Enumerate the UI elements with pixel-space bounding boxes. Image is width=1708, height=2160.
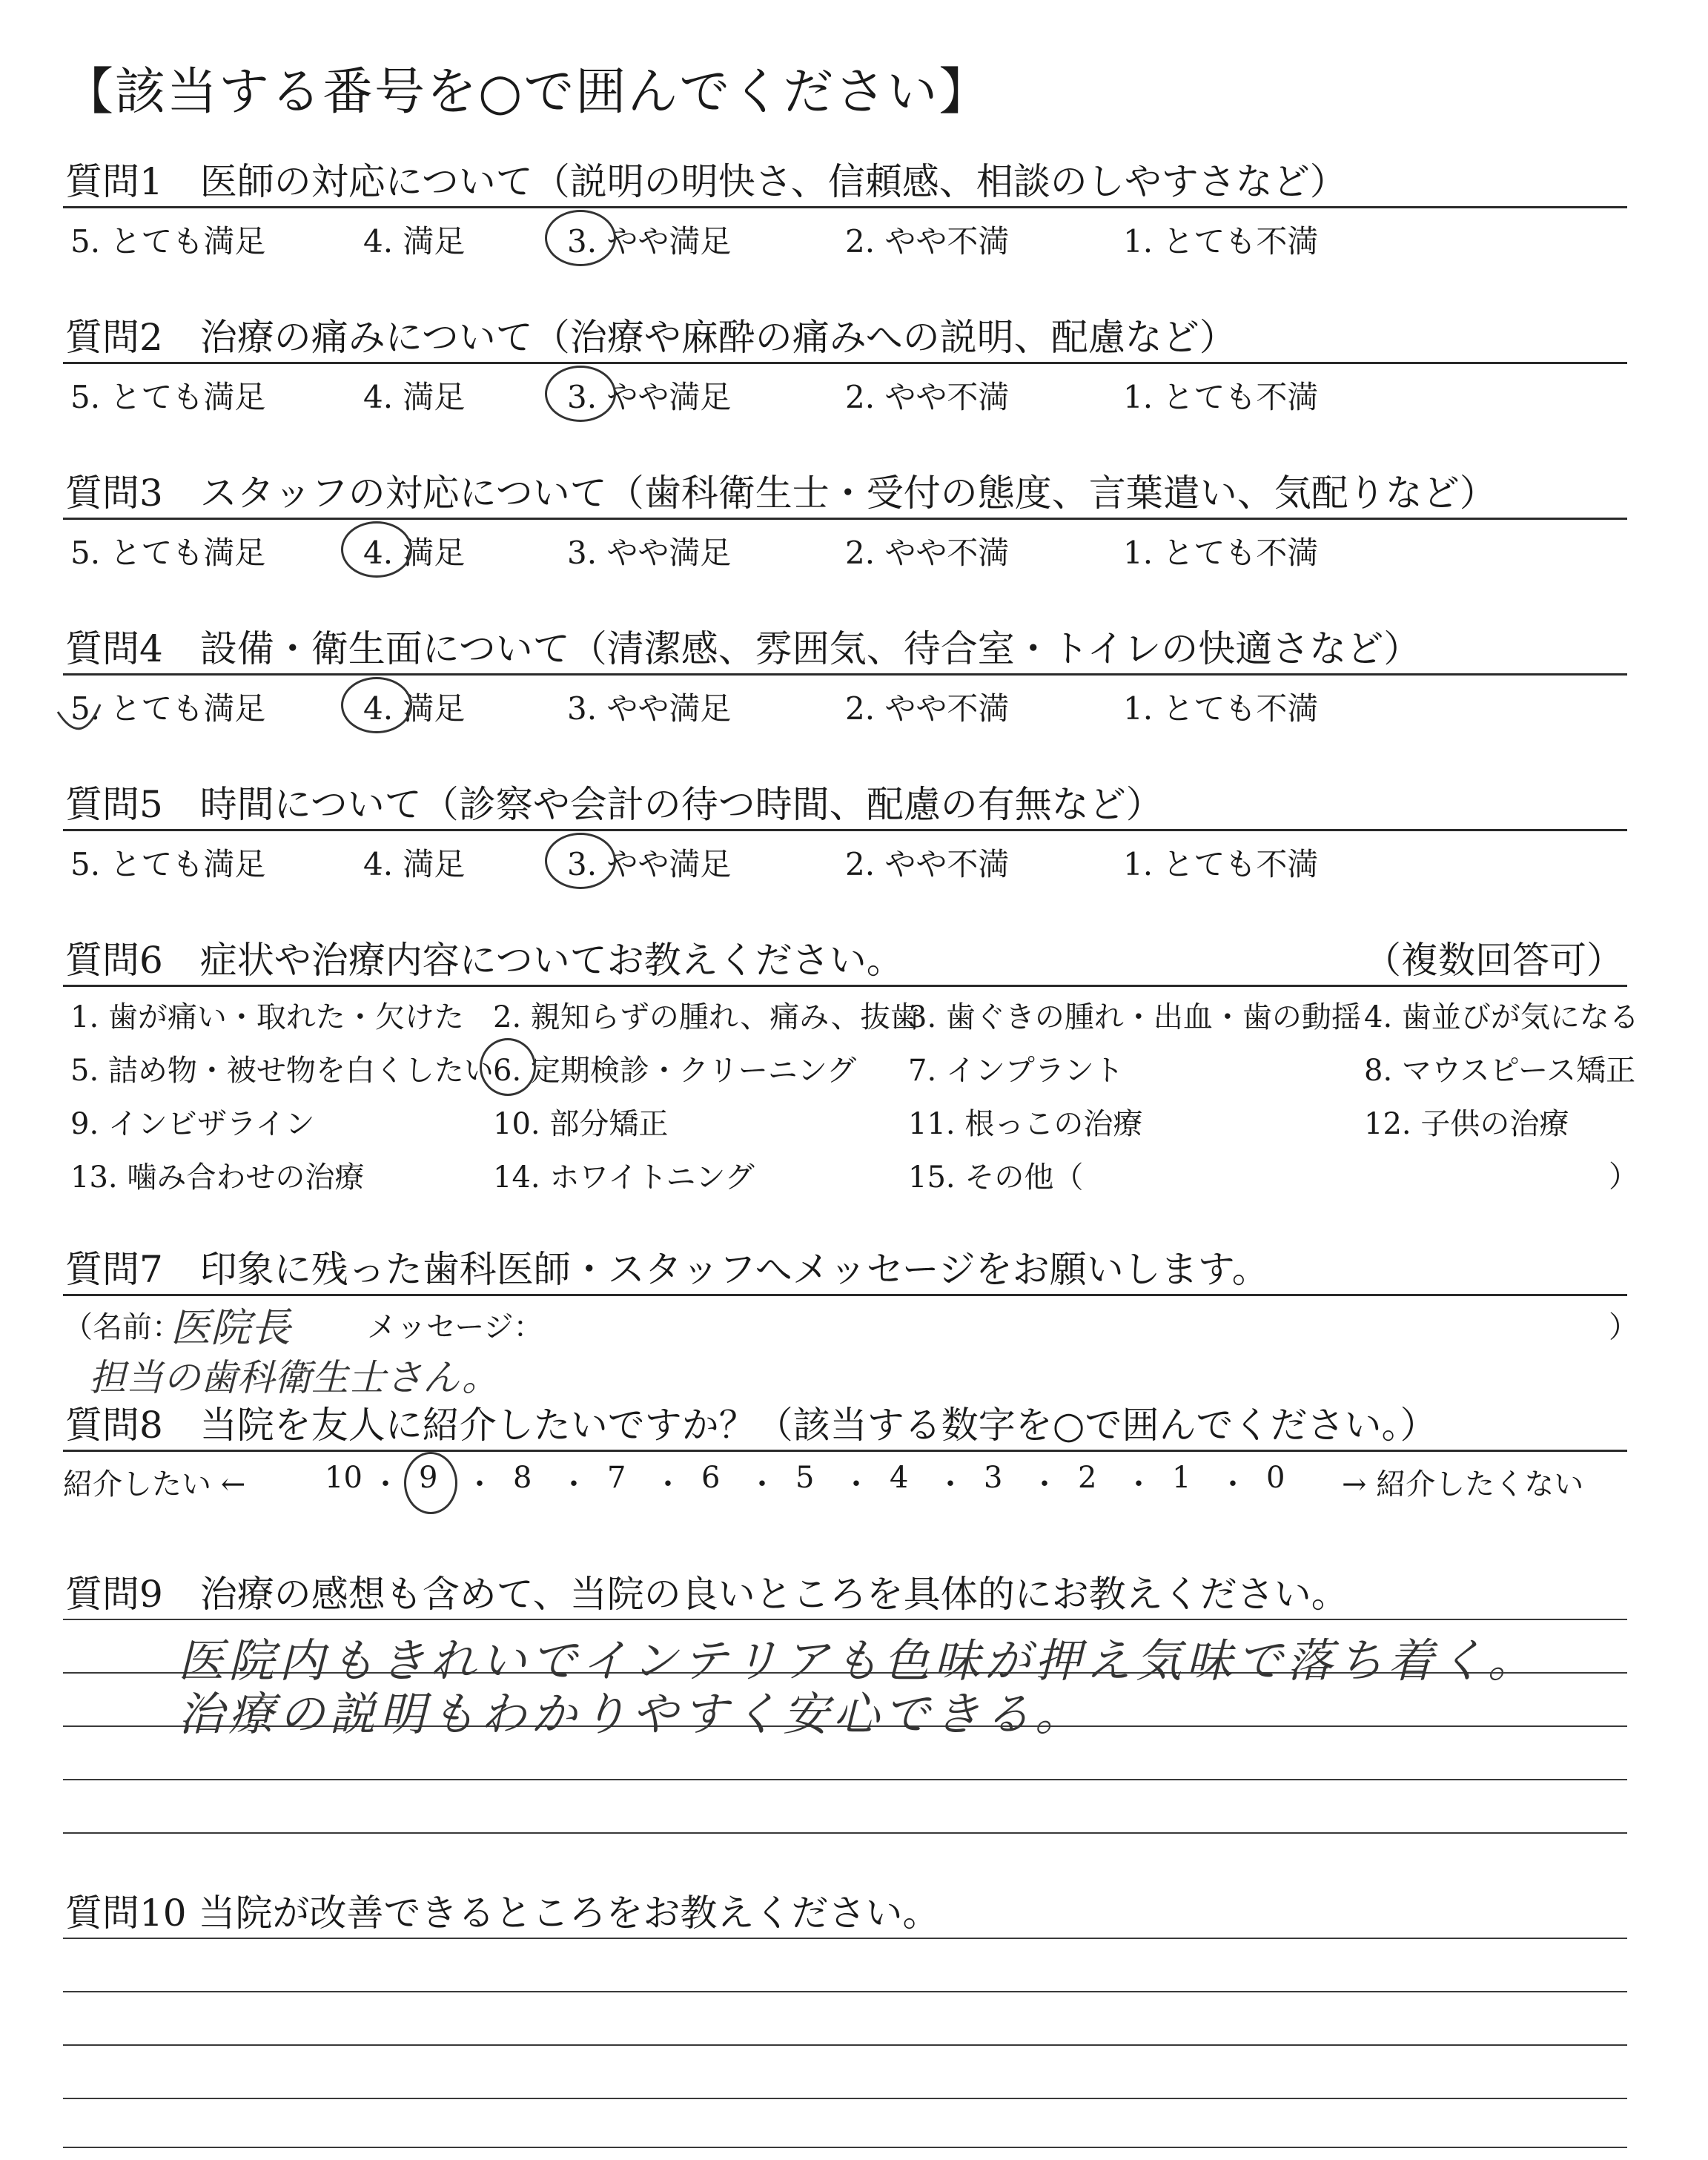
q7-title: 質問7 印象に残った歯科医師・スタッフへメッセージをお願いします。 (65, 1248, 1269, 1291)
q1-option-4[interactable]: 4. 満足 (363, 223, 466, 260)
q1-option-2[interactable]: 2. やや不満 (845, 223, 1010, 260)
q6-item-13[interactable]: 13. 噛み合わせの治療 (70, 1160, 365, 1195)
q8-scale-8[interactable]: 8 (513, 1461, 532, 1495)
q8-scale-1[interactable]: 1 (1172, 1461, 1191, 1495)
q2-option-4[interactable]: 4. 満足 (363, 379, 466, 415)
q4-option-5[interactable]: 5. とても満足 (70, 690, 266, 727)
q8-scale-2[interactable]: 2 (1078, 1461, 1097, 1495)
q4-option-3[interactable]: 3. やや満足 (567, 690, 732, 727)
q8-selection-circle (404, 1452, 457, 1514)
q4-option-1[interactable]: 1. とても不満 (1123, 690, 1319, 727)
q10-answer-line-5[interactable] (63, 2147, 1627, 2148)
q8-separator: ・ (653, 1467, 683, 1502)
q8-scale-0[interactable]: 0 (1266, 1461, 1285, 1495)
q8-separator: ・ (747, 1467, 777, 1502)
q6-item-14[interactable]: 14. ホワイトニング (493, 1160, 755, 1195)
q8-separator: ・ (841, 1467, 871, 1502)
q1-option-3[interactable]: 3. やや満足 (567, 223, 732, 260)
q5-option-4[interactable]: 4. 満足 (363, 846, 466, 882)
q5-option-1[interactable]: 1. とても不満 (1123, 846, 1319, 882)
q6-rule (63, 985, 1627, 987)
q8-scale-6[interactable]: 6 (701, 1461, 721, 1495)
q5-rule (63, 829, 1627, 831)
q10-answer-line-4[interactable] (63, 2098, 1627, 2099)
q10-answer-line-3[interactable] (63, 2044, 1627, 2046)
q1-option-5[interactable]: 5. とても満足 (70, 223, 266, 260)
q3-option-5[interactable]: 5. とても満足 (70, 535, 266, 571)
q1-option-1[interactable]: 1. とても不満 (1123, 223, 1319, 260)
q5-selection-circle (545, 833, 616, 889)
q2-title: 質問2 治療の痛みについて（治療や麻酔の痛みへの説明、配慮など） (65, 316, 1237, 359)
q3-option-3[interactable]: 3. やや満足 (567, 535, 732, 571)
q5-option-2[interactable]: 2. やや不満 (845, 846, 1010, 882)
q4-option-4[interactable]: 4. 満足 (363, 690, 466, 727)
q6-item-6[interactable]: 6. 定期検診・クリーニング (493, 1054, 857, 1088)
q10-answer-line-2[interactable] (63, 1991, 1627, 1992)
q2-option-2[interactable]: 2. やや不満 (845, 379, 1010, 415)
q8-right-label: → 紹介したくない (1342, 1467, 1584, 1502)
q9-answer-line-4[interactable] (63, 1779, 1627, 1780)
q6-title: 質問6 症状や治療内容についてお教えください。 (65, 939, 904, 982)
q10-answer-line-1[interactable] (63, 1938, 1627, 1939)
q1-title: 質問1 医師の対応について（説明の明快さ、信頼感、相談のしやすさなど） (65, 160, 1347, 203)
q5-option-3[interactable]: 3. やや満足 (567, 846, 732, 882)
q2-option-3[interactable]: 3. やや満足 (567, 379, 732, 415)
q8-separator: ・ (1030, 1467, 1059, 1502)
q6-item-12[interactable]: 12. 子供の治療 (1364, 1107, 1569, 1141)
q9-title: 質問9 治療の感想も含めて、当院の良いところを具体的にお教えください。 (65, 1573, 1348, 1616)
q3-title: 質問3 スタッフの対応について（歯科衛生士・受付の態度、言葉遣い、気配りなど） (65, 472, 1497, 515)
q6-item-15[interactable]: 15. その他（ (908, 1160, 1084, 1195)
q2-option-1[interactable]: 1. とても不満 (1123, 379, 1319, 415)
q8-separator: ・ (465, 1467, 494, 1502)
q9-answer-line-5[interactable] (63, 1832, 1627, 1834)
q6-item-5[interactable]: 5. 詰め物・被せ物を白くしたい (70, 1054, 494, 1088)
q6-item-1[interactable]: 1. 歯が痛い・取れた・欠けた (70, 1000, 464, 1034)
q8-separator: ・ (371, 1467, 400, 1502)
q6-selection-circle (480, 1038, 536, 1096)
q6-other-close-paren: ） (1609, 1160, 1638, 1194)
q6-item-10[interactable]: 10. 部分矯正 (493, 1107, 669, 1141)
q8-separator: ・ (1218, 1467, 1248, 1502)
q7-name-label: （名前： (63, 1310, 182, 1344)
q5-option-5[interactable]: 5. とても満足 (70, 846, 266, 882)
q3-selection-circle (341, 521, 412, 578)
q8-separator: ・ (936, 1467, 965, 1502)
q8-scale-7[interactable]: 7 (607, 1461, 626, 1495)
q1-rule (63, 206, 1627, 208)
q6-item-3[interactable]: 3. 歯ぐきの腫れ・出血・歯の動揺 (908, 1000, 1361, 1034)
q8-scale-10[interactable]: 10 (325, 1461, 363, 1495)
q9-answer-line-2: 治療の説明もわかりやすく安心できる。 (178, 1687, 1086, 1741)
q3-option-1[interactable]: 1. とても不満 (1123, 535, 1319, 571)
q8-separator: ・ (559, 1467, 589, 1502)
q8-left-label: 紹介したい ← (63, 1467, 246, 1502)
q6-item-2[interactable]: 2. 親知らずの腫れ、痛み、抜歯 (493, 1000, 920, 1034)
q6-note: （複数回答可） (1364, 939, 1623, 982)
page-header: 【該当する番号を○で囲んでください】 (63, 63, 991, 122)
q7-message-label: メッセージ： (367, 1310, 543, 1344)
q8-rule (63, 1450, 1627, 1452)
q4-rule (63, 673, 1627, 676)
q6-item-4[interactable]: 4. 歯並びが気になる (1364, 1000, 1639, 1034)
q4-selection-circle (341, 677, 412, 733)
q6-item-11[interactable]: 11. 根っこの治療 (908, 1107, 1143, 1141)
q8-title: 質問8 当院を友人に紹介したいですか？（該当する数字を○で囲んでください。） (65, 1404, 1437, 1447)
q7-name-value: 医院長 (171, 1304, 291, 1351)
q3-option-4[interactable]: 4. 満足 (363, 535, 466, 571)
q7-close-paren: ） (1609, 1310, 1638, 1344)
q4-title: 質問4 設備・衛生面について（清潔感、雰囲気、待合室・トイレの快適さなど） (65, 627, 1421, 670)
q8-separator: ・ (1124, 1467, 1153, 1502)
q6-item-9[interactable]: 9. インビザライン (70, 1107, 315, 1141)
q9-answer-line-1[interactable] (63, 1619, 1627, 1620)
q9-answer-line-1: 医院内もきれいでインテリアも色味が押え気味で落ち着く。 (178, 1634, 1538, 1688)
q2-rule (63, 362, 1627, 364)
q8-scale-5[interactable]: 5 (795, 1461, 815, 1495)
q3-rule (63, 518, 1627, 520)
q2-option-5[interactable]: 5. とても満足 (70, 379, 266, 415)
q6-item-7[interactable]: 7. インプラント (908, 1054, 1124, 1088)
q3-option-2[interactable]: 2. やや不満 (845, 535, 1010, 571)
q7-handwritten-message: 担当の歯科衛生士さん。 (89, 1356, 499, 1399)
q4-option-2[interactable]: 2. やや不満 (845, 690, 1010, 727)
q6-item-8[interactable]: 8. マウスピース矯正 (1364, 1054, 1636, 1088)
q5-title: 質問5 時間について（診察や会計の待つ時間、配慮の有無など） (65, 783, 1163, 826)
q8-scale-4[interactable]: 4 (890, 1461, 909, 1495)
q1-selection-circle (545, 210, 616, 266)
q2-selection-circle (545, 366, 616, 422)
q8-scale-9[interactable]: 9 (419, 1461, 438, 1495)
q7-rule (63, 1294, 1627, 1296)
q8-scale-3[interactable]: 3 (984, 1461, 1003, 1495)
q10-title: 質問10 当院が改善できるところをお教えください。 (65, 1892, 940, 1935)
